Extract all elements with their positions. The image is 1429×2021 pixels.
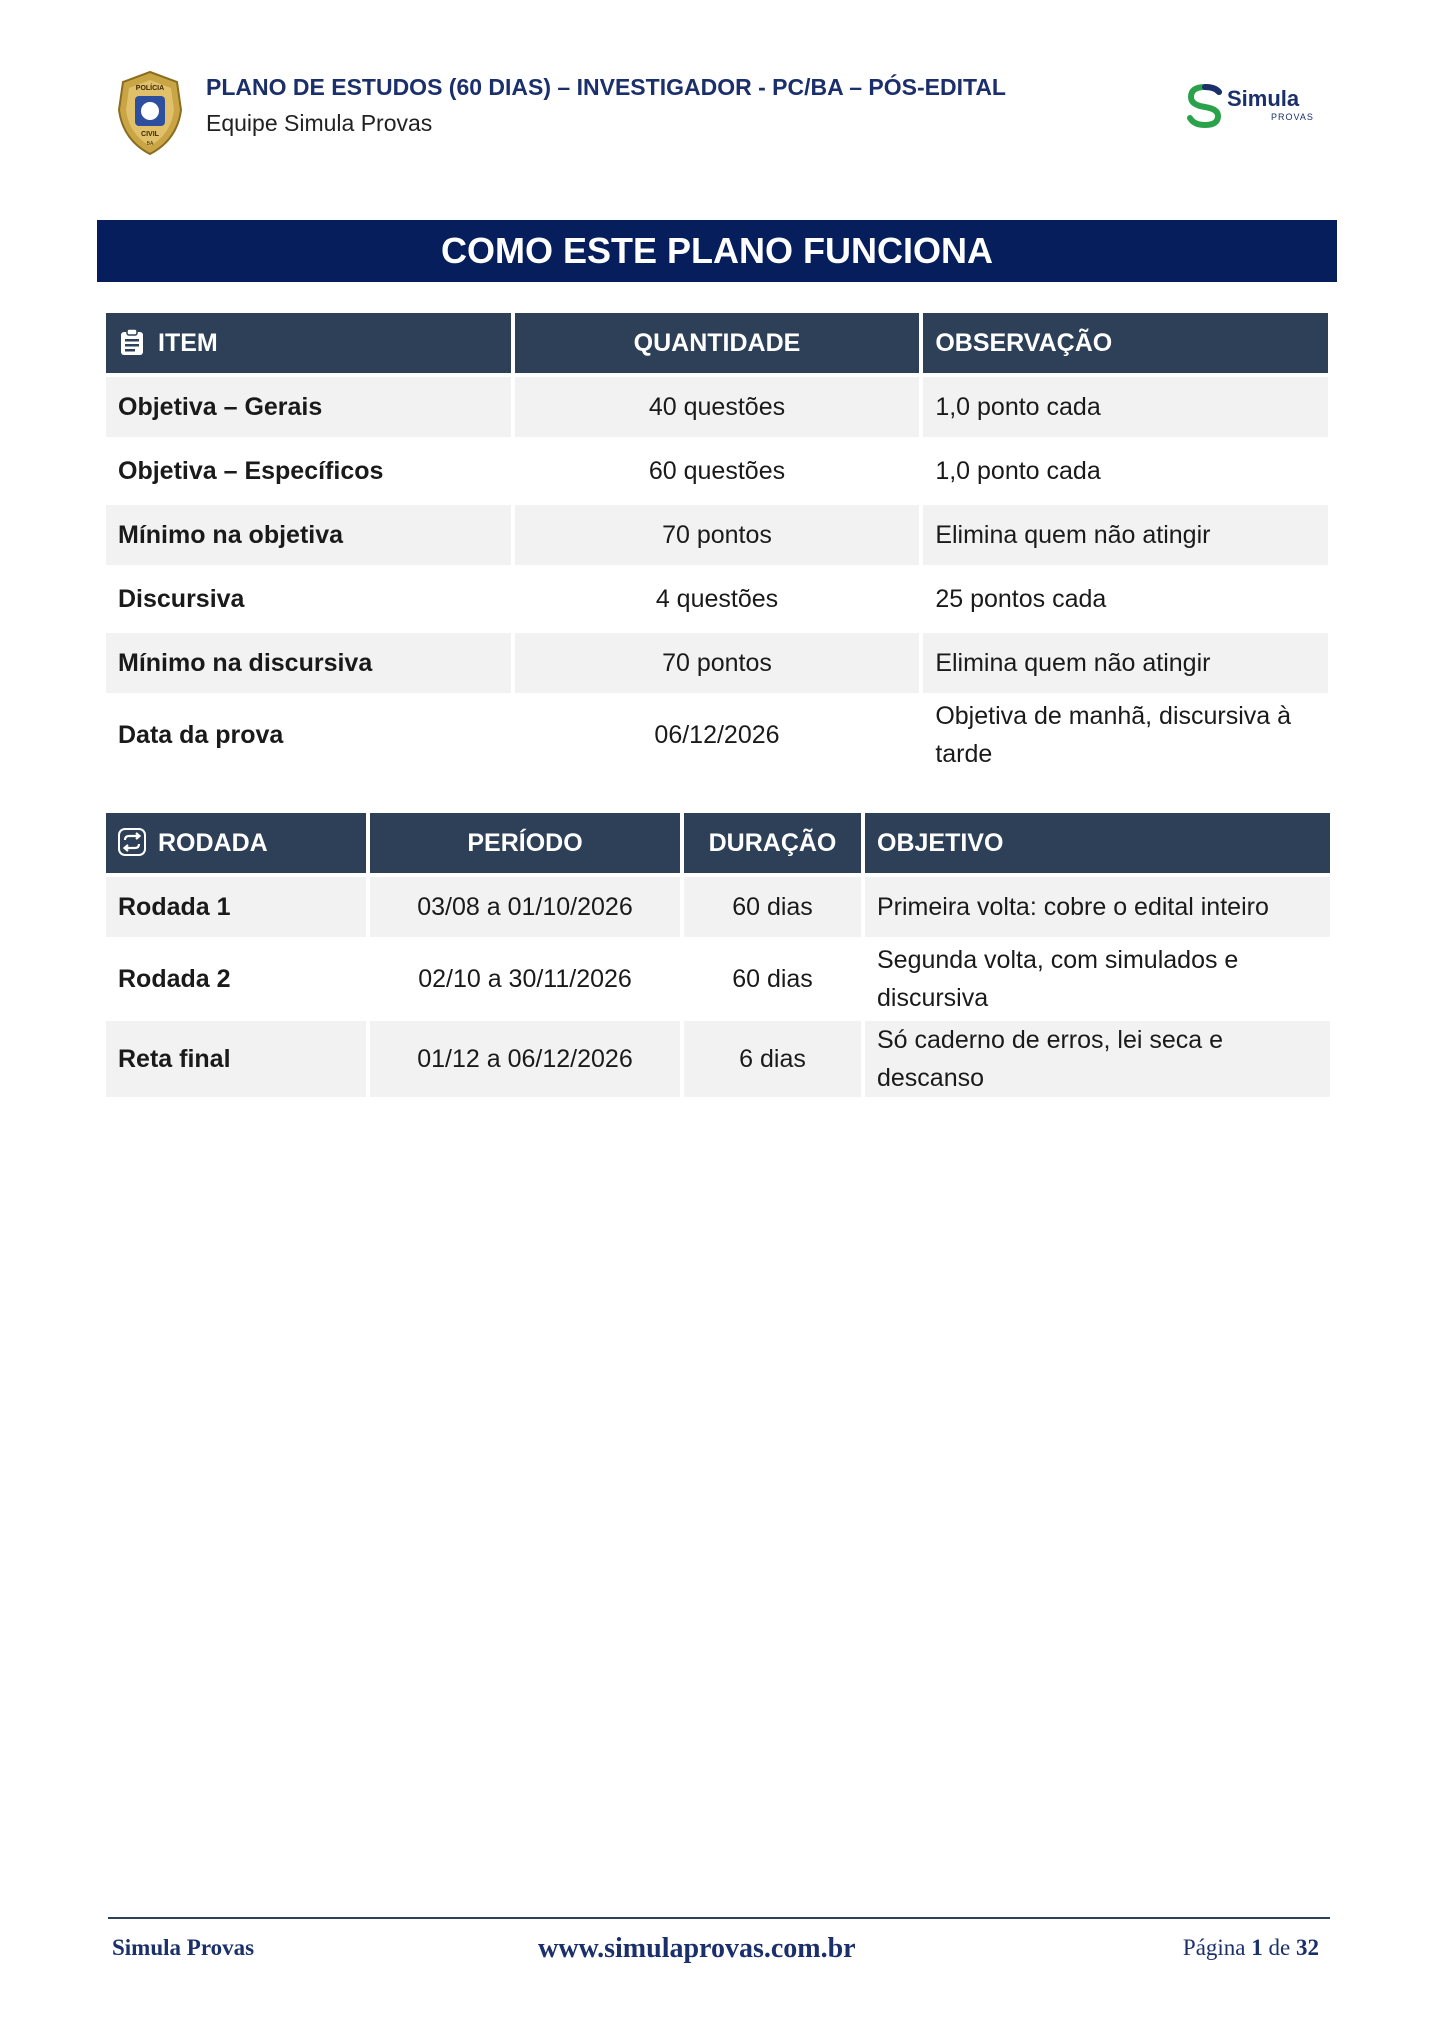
table-row: Mínimo na objetiva 70 pontos Elimina quem não atingir: [106, 505, 1328, 565]
footer-brand: Simula Provas: [112, 1935, 255, 1960]
logo-word: Simula: [1227, 86, 1300, 111]
header-quantidade: QUANTIDADE: [515, 313, 920, 373]
table-row: Objetiva – Específicos 60 questões 1,0 ponto cada: [118, 457, 1101, 485]
repeat-icon: [118, 828, 146, 856]
header-periodo: PERÍODO: [370, 813, 680, 873]
header-duracao: DURAÇÃO: [684, 813, 861, 873]
document-subtitle: Equipe Simula Provas: [206, 110, 433, 136]
police-badge-icon: [115, 70, 185, 156]
svg-text:POLÍCIA: POLÍCIA: [135, 85, 165, 92]
table-row: Objetiva – Gerais 40 questões 1,0 ponto cada: [106, 377, 1328, 437]
table-row: Data da prova 06/12/2026 Objetiva de manhã, discursiva à tarde: [118, 702, 1292, 768]
footer-divider: [108, 1917, 1330, 1919]
table-header-row: [106, 313, 1328, 373]
svg-text:CIVIL: CIVIL: [141, 131, 159, 138]
header-rodada: RODADA: [106, 813, 366, 873]
clipboard-icon: [118, 328, 146, 356]
simula-provas-logo: [1185, 84, 1315, 128]
table-row: Rodada 2 02/10 a 30/11/2026 60 dias Segunda volta, com simulados e discursiva: [118, 946, 1239, 1012]
study-rounds-table: [102, 809, 1334, 1101]
header-objetivo: OBJETIVO: [865, 813, 1330, 873]
table-row: Discursiva 4 questões 25 pontos cada: [118, 585, 1107, 613]
page-number: Página 1 de 32: [1182, 1935, 1319, 1960]
table-row: Reta final 01/12 a 06/12/2026 6 dias Só caderno de erros, lei seca e descanso: [106, 1021, 1330, 1097]
footer-website-link[interactable]: www.simulaprovas.com.br: [538, 1933, 856, 1964]
table-row: Rodada 1 03/08 a 01/10/2026 60 dias Primeira volta: cobre o edital inteiro: [106, 877, 1330, 937]
header-item: ITEM: [106, 313, 511, 373]
svg-text:BA: BA: [146, 141, 154, 147]
header-observacao: OBSERVAÇÃO: [923, 313, 1328, 373]
table-header-row: [106, 813, 1330, 873]
simula-s-logo-icon: [1185, 84, 1225, 128]
document-title: PLANO DE ESTUDOS (60 DIAS) – INVESTIGADOR - PC/BA – PÓS-EDITAL: [206, 74, 1006, 100]
logo-sub: PROVAS: [1271, 112, 1314, 122]
page-header: [115, 70, 1315, 160]
table-row: Mínimo na discursiva 70 pontos Elimina quem não atingir: [106, 633, 1328, 693]
exam-items-table: [102, 309, 1332, 777]
section-banner: COMO ESTE PLANO FUNCIONA: [97, 220, 1337, 282]
